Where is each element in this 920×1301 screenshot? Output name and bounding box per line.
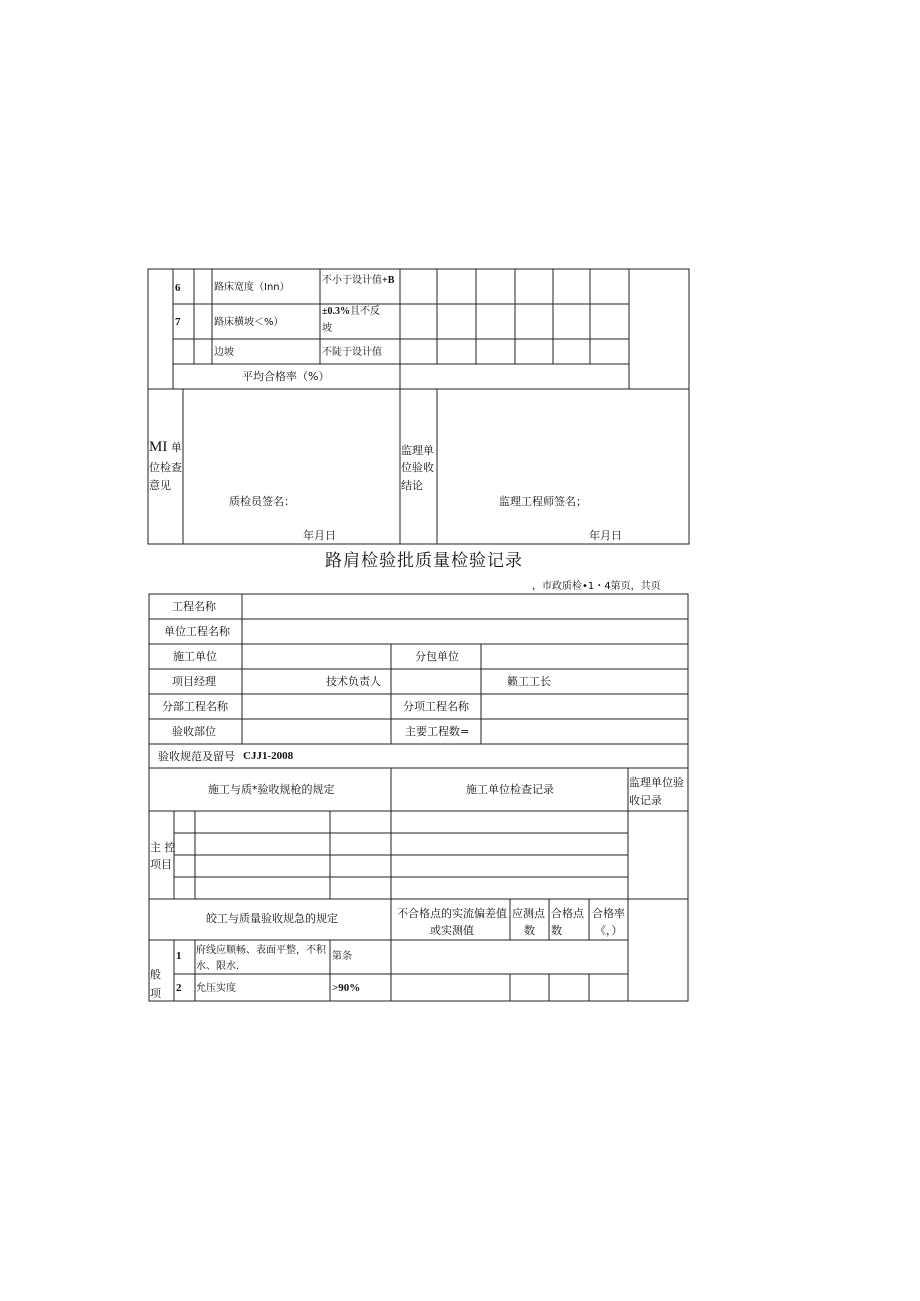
row7-item: 路床横坡＜%） bbox=[214, 317, 284, 328]
general-row1-number: 1 bbox=[176, 950, 182, 962]
header2-rate-b: 《，） bbox=[595, 924, 623, 937]
date-right: 年月日 bbox=[589, 529, 622, 542]
right-label-b: 位验收 bbox=[401, 461, 434, 474]
general-row1-text-a: 府线应顺畅、表面平整，不积 bbox=[196, 945, 326, 956]
header-rules: 施工与质*验收规枪的规定 bbox=[208, 783, 335, 796]
acceptance-part-label: 验收部位 bbox=[172, 725, 216, 738]
row8-requirement: 不陡于设计值 bbox=[322, 347, 382, 358]
main-control-b: 项目 bbox=[150, 858, 172, 871]
header2-deviation-a: 不合格点的实流偏差值 bbox=[397, 907, 507, 920]
foreman-label: 籁工工长 bbox=[507, 675, 551, 688]
inspector-signature: 质检员签名： bbox=[229, 495, 295, 508]
right-label-a: 监理单 bbox=[401, 444, 434, 457]
left-label-d: 意见 bbox=[149, 479, 171, 492]
general-a: 般 bbox=[150, 968, 161, 981]
row7-number: 7 bbox=[175, 316, 181, 328]
row6-number: 6 bbox=[175, 282, 181, 294]
general-b: 项 bbox=[150, 987, 161, 1000]
header2-pass-b: 数 bbox=[551, 924, 562, 937]
constructor-label: 施工单位 bbox=[173, 650, 217, 663]
unit-project-label: 单位工程名称 bbox=[164, 625, 230, 638]
general-row1-clause: 第条 bbox=[332, 951, 352, 962]
average-pass-rate-label: 平均合格率（%） bbox=[242, 370, 330, 383]
header2-deviation-b: 或实测值 bbox=[430, 924, 474, 937]
right-label-c: 结论 bbox=[401, 479, 423, 492]
header2-rate-a: 合格率 bbox=[592, 907, 625, 920]
subdivision-label: 分项工程名称 bbox=[403, 700, 469, 713]
row7-req-a: ±0.3% bbox=[322, 306, 350, 317]
quantity-label: 主要工程数= bbox=[405, 725, 470, 738]
header-check-record: 施工单位检查记录 bbox=[466, 783, 554, 796]
row8-item: 边坡 bbox=[214, 347, 234, 358]
left-opinion-label bbox=[149, 441, 182, 454]
subcontractor-label: 分包单位 bbox=[415, 650, 459, 663]
header2-count-a: 应测点 bbox=[512, 907, 545, 920]
project-manager-label: 项目经理 bbox=[172, 675, 216, 688]
header-supervisor-b: 收记录 bbox=[629, 794, 662, 807]
row6-req-text: 不小于设计值 bbox=[322, 275, 382, 286]
row7-req-c: 坡 bbox=[322, 323, 332, 334]
header2-count-b: 数 bbox=[524, 924, 535, 937]
general-row2-text: 允压实度 bbox=[196, 983, 236, 994]
row6-req-bold: +B bbox=[382, 275, 395, 286]
main-control-a: 主 控 bbox=[150, 841, 176, 854]
row7-req-b: 且不反 bbox=[350, 306, 380, 317]
general-row2-requirement: >90% bbox=[332, 982, 361, 994]
row6-requirement bbox=[322, 274, 394, 287]
general-row2-number: 2 bbox=[176, 982, 182, 994]
standard-value: CJJ1-2008 bbox=[243, 750, 294, 762]
page-reference: ，市政质检•1・4第页，共页 bbox=[532, 581, 661, 592]
project-name-label: 工程名称 bbox=[172, 600, 216, 613]
left-label-c: 位检查 bbox=[149, 461, 182, 474]
supervisor-signature: 监理工程师签名； bbox=[499, 495, 587, 508]
row6-item: 路床宽度（Inn） bbox=[214, 282, 290, 293]
header2-pass-a: 合格点 bbox=[551, 907, 584, 920]
division-label: 分部工程名称 bbox=[162, 700, 228, 713]
header2-rules: 皎工与质量验收规急的规定 bbox=[206, 912, 338, 925]
page-title: 路肩检验批质量检验记录 bbox=[325, 551, 523, 571]
general-row1-text-b: 水、限水. bbox=[196, 961, 240, 972]
row7-requirement bbox=[322, 305, 380, 318]
date-left: 年月日 bbox=[303, 529, 336, 542]
standard-label: 验收规范及留号 bbox=[158, 750, 235, 763]
header-supervisor-a: 监理单位验 bbox=[629, 776, 684, 789]
left-label-mi: MI bbox=[149, 439, 168, 455]
left-label-b: 单 bbox=[170, 441, 182, 454]
tech-lead-label: 技术负责人 bbox=[326, 675, 381, 688]
